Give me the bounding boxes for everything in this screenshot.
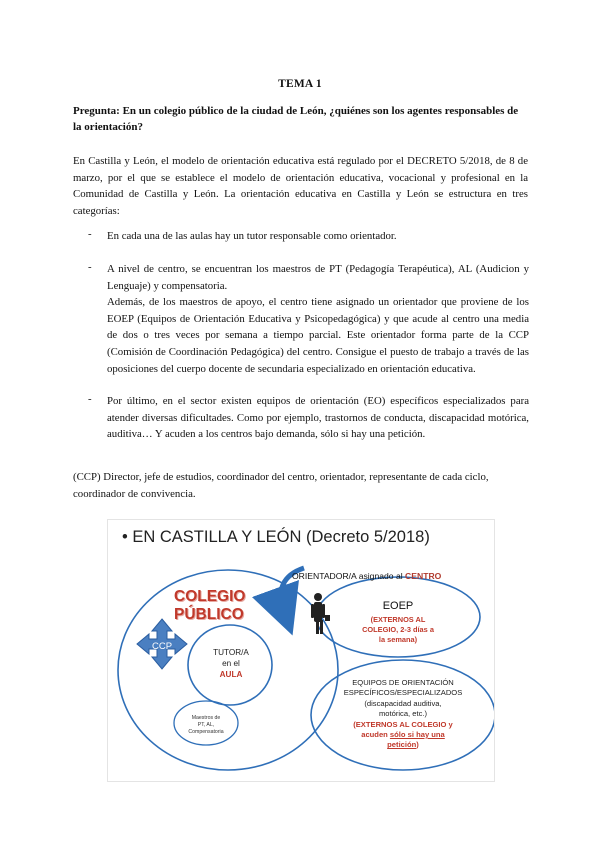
eoep-line2: COLEGIO, 2-3 días a bbox=[362, 625, 434, 634]
apoyo-line1: Maestros de bbox=[191, 715, 221, 721]
bullet-marker: - bbox=[88, 393, 92, 405]
tutor-line1: TUTOR/A bbox=[213, 648, 249, 657]
apoyo-line2: PT, AL, bbox=[197, 722, 215, 728]
eoep-line3: la semana) bbox=[378, 635, 418, 644]
apoyo-line3: Compensatoria bbox=[188, 729, 224, 735]
orientador-centro: CENTRO bbox=[405, 571, 442, 581]
eo-line1: EQUIPOS DE ORIENTACIÓN bbox=[352, 678, 454, 687]
eoep-details bbox=[343, 615, 453, 645]
eo-line7-end: ) bbox=[416, 740, 419, 750]
eo-line6a: acuden bbox=[361, 730, 390, 740]
bullet-tutor: En cada una de las aulas hay un tutor responsable como orientador. bbox=[107, 230, 397, 242]
orientation-diagram bbox=[107, 519, 495, 782]
bullet-marker: - bbox=[88, 261, 92, 273]
eoep-title: EOEP bbox=[382, 600, 414, 612]
bullet-centro-extra: Además, de los maestros de apoyo, el centro tiene asignado un orientador que proviene de los EOEP (Equipos de Orientación Educativa y Psicopedagógica) y que acude al centro una media de dos o tres veces por semana a tiempo parcial. Este orientador forma parte de la CCP (Comisión de Coordinación Pedagógica) del centro. Consigue el puesto de trabajo a través de las oposiciones del cuerpo docente de secundaria especializado en orientación educativa. bbox=[107, 296, 529, 375]
question-text: Pregunta: En un colegio público de la ciudad de León, ¿quiénes son los agentes responsables de la orientación? bbox=[73, 105, 519, 133]
bullet-sector: Por último, en el sector existen equipos de orientación (EO) específicos especializados para atender diversas dificultades. Como por ejemplo, trastornos de conducta, discapacidad motórica, auditiva… Y acuden a los centros bajo demanda, sólo si hay una petición. bbox=[107, 395, 529, 441]
bullet-centro-text: A nivel de centro, se encuentran los maestros de PT (Pedagogía Terapéutica), AL (Audicion y Lenguaje) y compensatoria. bbox=[107, 263, 529, 292]
eo-line7 bbox=[323, 740, 483, 750]
colegio-line2: PÚBLICO bbox=[174, 606, 244, 623]
ccp-label: CCP bbox=[151, 641, 173, 652]
orientador-prefix: ORIENTADOR/A asignado al bbox=[292, 571, 406, 581]
eo-line6 bbox=[323, 730, 483, 740]
eo-line6b: sólo si hay una bbox=[389, 730, 445, 740]
intro-paragraph: En Castilla y León, el modelo de orientación educativa está regulado por el DECRETO 5/2018, de 8 de marzo, por el que se establece el modelo de orientación educativa, vocacional y profesional en la Comunidad de Castilla y León. La orientación educativa en Castilla y León se estructura en tres categorías: bbox=[73, 155, 528, 217]
bullet-marker: - bbox=[88, 228, 92, 240]
colegio-label bbox=[174, 588, 245, 624]
eoep-label bbox=[343, 600, 453, 645]
eo-line5: (EXTERNOS AL COLEGIO y bbox=[353, 719, 453, 729]
tutor-label bbox=[191, 647, 271, 680]
eo-line2: ESPECÍFICOS/ESPECIALIZADOS bbox=[343, 688, 463, 698]
eo-line3: (discapacidad auditiva, bbox=[364, 698, 442, 708]
ccp-note: (CCP) Director, jefe de estudios, coordinador del centro, orientador, representante de cada ciclo, coordinador de convivencia. bbox=[73, 471, 489, 500]
tutor-line2: en el bbox=[222, 659, 240, 668]
eoep-line1: (EXTERNOS AL bbox=[370, 615, 426, 624]
eo-line7-text: petición bbox=[387, 740, 417, 750]
eo-label bbox=[323, 678, 483, 751]
document-title: TEMA 1 bbox=[278, 78, 322, 90]
colegio-line1: COLEGIO bbox=[174, 588, 246, 605]
apoyo-label bbox=[176, 715, 236, 736]
diagram-title: • EN CASTILLA Y LEÓN (Decreto 5/2018) bbox=[122, 528, 430, 546]
orientador-label bbox=[292, 571, 441, 581]
eo-line4: motórica, etc.) bbox=[378, 709, 428, 719]
tutor-line3: AULA bbox=[219, 670, 243, 679]
bullet-centro bbox=[107, 261, 529, 377]
